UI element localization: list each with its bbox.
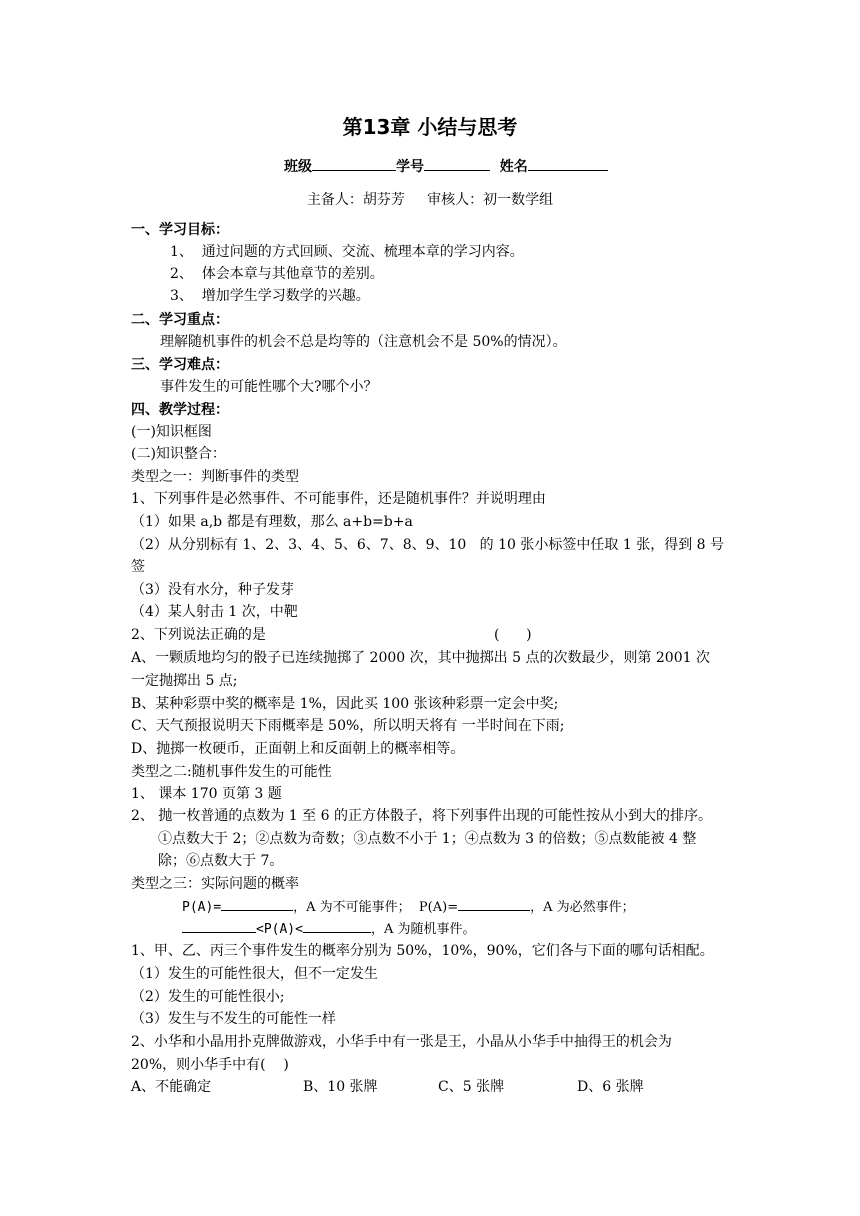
type3-question-2: 2、小华和小晶用扑克牌做游戏，小华手中有一张是王，小晶从小华手中抽得王的机会为 [131,1034,672,1050]
probability-line-1: P(A)= ，A 为不可能事件； P(A)= ，A 为必然事件； [182,896,635,918]
question-2-option: A、一颗质地均匀的骰子已连续抛掷了 2000 次，其中抛掷出 5 点的次数最少，则第 2001 次 [131,650,710,666]
question-1-item-cont: 签 [131,559,145,575]
type3-question-1-item: （3）发生与不发生的可能性一样 [131,1011,336,1027]
answer-paren: ( ) [494,627,532,643]
type1-heading: 类型之一：判断事件的类型 [131,469,299,485]
process-heading: 四、教学过程： [131,402,229,418]
type3-question-1-item: （1）发生的可能性很大，但不一定发生 [131,966,378,982]
key-text: 理解随机事件的机会不总是均等的（注意机会不是 50%的情况）。 [160,334,567,350]
authors-line: 主备人：胡芬芳 审核人：初一数学组 [306,192,554,208]
type2-question-2-cont: 除；⑥点数大于 7。 [158,853,284,869]
choice-a: A、不能确定 [131,1079,212,1095]
question-1-item: （1）如果 a,b 都是有理数，那么 a+b=b+a [131,514,413,530]
goal-item: 1、 通过问题的方式回顾、交流、梳理本章的学习内容。 [170,244,524,260]
goal-item: 3、 增加学生学习数学的兴趣。 [170,288,370,304]
page-title: 第13章 小结与思考 [342,115,518,139]
goal-item: 2、 体会本章与其他章节的差别。 [170,266,384,282]
difficulty-heading: 三、学习难点： [131,357,229,373]
type2-question-2: 2、 抛一枚普通的点数为 1 至 6 的正方体骰子，将下列事件出现的可能性按从小到大的排序。 [131,808,712,824]
answer-blank [182,918,256,933]
choice-c: C、5 张牌 [438,1079,505,1095]
integration-subheading: (二)知识整合： [131,446,226,462]
question-2-option: B、某种彩票中奖的概率是 1%，因此买 100 张该种彩票一定会中奖; [131,696,559,712]
question-2-option: D、抛掷一枚硬币，正面朝上和反面朝上的概率相等。 [131,741,465,757]
type2-heading: 类型之二:随机事件发生的可能性 [131,764,332,780]
choice-b: B、10 张牌 [303,1079,378,1095]
difficulty-text: 事件发生的可能性哪个大?哪个小？ [160,379,378,395]
type3-question-2-cont: 20%，则小华手中有( ) [131,1057,289,1073]
student-no-label: 学号 [396,159,424,175]
type3-heading: 类型之三：实际问题的概率 [131,876,299,892]
question-1: 1、下列事件是必然事件、不可能事件，还是随机事件？并说明理由 [131,491,546,507]
type3-question-1-item: （2）发生的可能性很小; [131,989,285,1005]
student-info-line [284,156,608,177]
question-2-option: C、天气预报说明天下雨概率是 50%，所以明天将有 一半时间在下雨; [131,718,565,734]
question-1-item: （3）没有水分，种子发芽 [131,582,294,598]
class-blank [312,156,396,171]
question-2-option-cont: 一定抛掷出 5 点; [131,673,238,689]
type2-question-2-cont: ①点数大于 2；②点数为奇数；③点数不小于 1；④点数为 3 的倍数；⑤点数能被 4 整 [158,831,697,847]
goals-heading: 一、学习目标： [131,222,229,238]
question-1-item: （4）某人射击 1 次，中靶 [131,604,298,620]
name-label: 姓名 [499,159,528,175]
choice-d: D、6 张牌 [577,1079,644,1095]
key-heading: 二、学习重点： [131,312,229,328]
name-blank [528,156,608,171]
probability-line-2: <P(A)< ，A 为随机事件。 [182,918,476,940]
question-1-item: （2）从分别标有 1、2、3、4、5、6、7、8、9、10 的 10 张小标签中任取 1 张，得到 8 号 [131,537,725,553]
framework-subheading: (一)知识框图 [131,424,212,440]
answer-blank [221,896,293,911]
answer-blank [458,896,530,911]
class-label: 班级 [284,159,312,175]
type3-question-1: 1、甲、乙、丙三个事件发生的概率分别为 50%，10%，90%，它们各与下面的哪句话相配。 [131,943,714,959]
answer-blank [303,918,371,933]
type2-question-1: 1、 课本 170 页第 3 题 [131,786,282,802]
question-2: 2、下列说法正确的是 [131,627,266,643]
student-no-blank [424,156,490,171]
